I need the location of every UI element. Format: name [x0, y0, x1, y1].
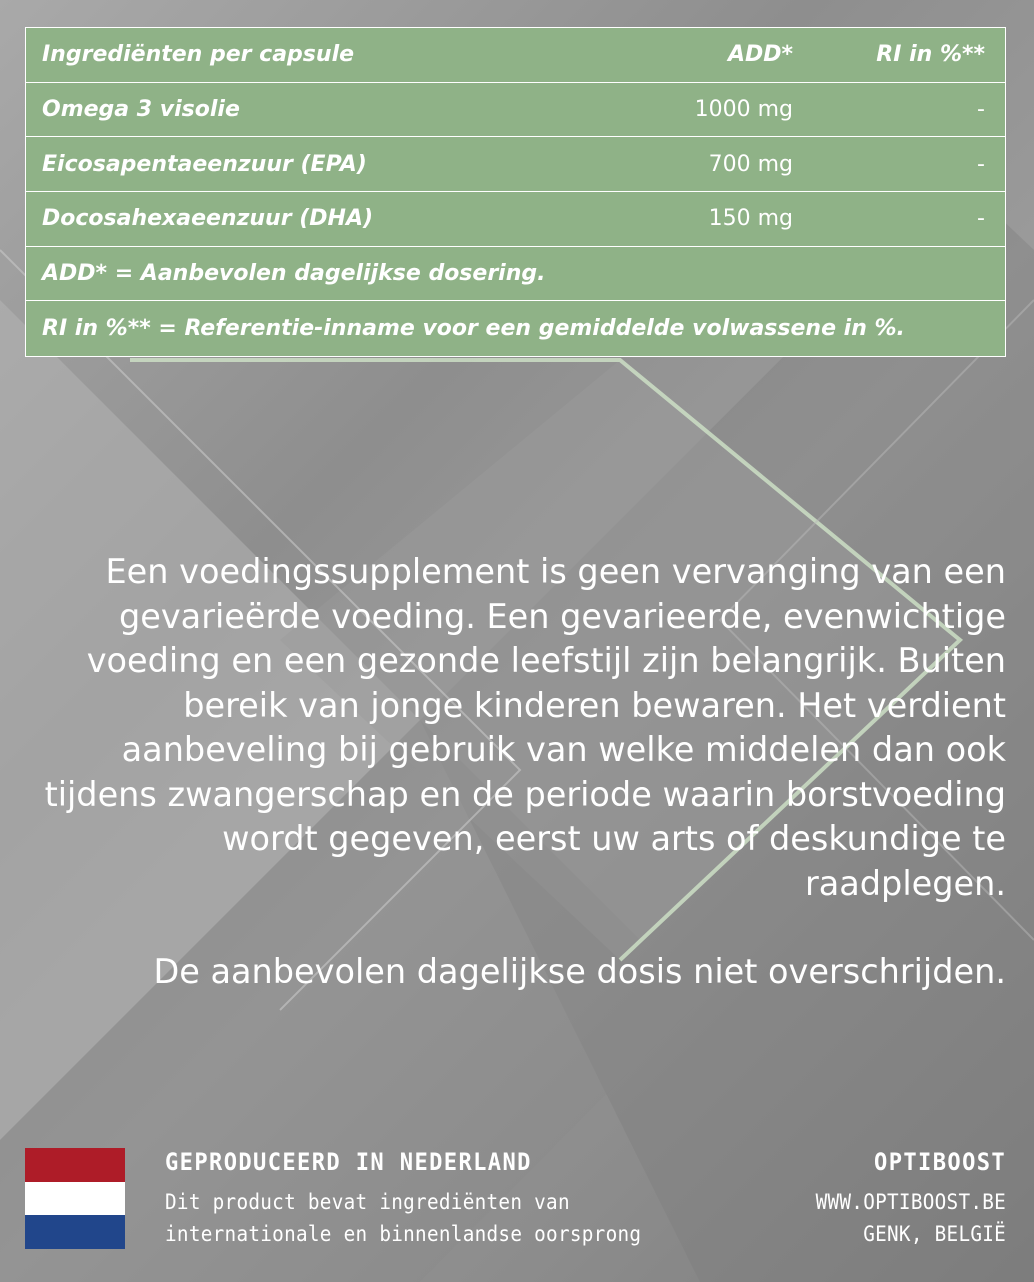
origin-line: internationale en binnenlandse oorsprong	[165, 1222, 642, 1246]
ingredient-ri: -	[977, 97, 985, 123]
table-note-add	[26, 247, 1005, 302]
origin-info	[165, 1146, 683, 1250]
origin-line: Dit product bevat ingrediënten van	[165, 1190, 570, 1214]
table-row	[26, 192, 1005, 247]
note-text: RI in %** = Referentie-inname voor een gemiddelde volwassene in %.	[42, 316, 905, 342]
table-note-ri	[26, 301, 1005, 356]
brand-location: GENK, BELGIË	[863, 1222, 1006, 1246]
ingredient-add: 1000 mg	[694, 97, 793, 123]
note-text: ADD* = Aanbevolen dagelijkse dosering.	[42, 261, 546, 287]
ingredient-name: Docosahexaeenzuur (DHA)	[42, 206, 374, 232]
ingredient-name: Omega 3 visolie	[42, 97, 240, 123]
disclaimer-text: Een voedingssupplement is geen vervanging van een gevarieërde voeding. Een gevarieerde, evenwichtige voeding en een gezonde leefstijl zijn belangrijk. Buiten bereik van jonge kinderen bewaren. Het verdient aanbeveling bij gebruik van welke middelen dan ook tijdens zwangerschap en de periode waarin borstvoeding wordt gegeven, eerst uw arts of deskundige te raadplegen.	[44, 552, 1006, 903]
brand-details	[815, 1186, 1006, 1250]
ingredient-name: Eicosapentaeenzuur (EPA)	[42, 151, 367, 177]
brand-website: WWW.OPTIBOOST.BE	[815, 1190, 1006, 1214]
netherlands-flag-icon	[25, 1148, 125, 1249]
flag-stripe-blue	[25, 1215, 125, 1249]
brand-name: OPTIBOOST	[873, 1148, 1006, 1176]
ingredient-add: 150 mg	[708, 206, 793, 232]
table-row	[26, 137, 1005, 192]
dosage-warning: De aanbevolen dagelijkse dosis niet overschrijden.	[153, 952, 1006, 991]
disclaimer	[30, 550, 1006, 995]
origin-title: GEPRODUCEERD IN NEDERLAND	[165, 1148, 532, 1176]
table-row	[26, 83, 1005, 138]
ingredient-add: 700 mg	[708, 151, 793, 177]
flag-stripe-red	[25, 1148, 125, 1182]
origin-description	[165, 1186, 641, 1250]
header-ri: RI in %**	[876, 42, 985, 68]
nutrition-table	[25, 27, 1006, 357]
ingredient-ri: -	[977, 151, 985, 177]
header-add: ADD*	[727, 42, 793, 68]
brand-info	[799, 1146, 1006, 1250]
table-header	[26, 28, 1005, 83]
flag-stripe-white	[25, 1182, 125, 1216]
header-ingredient: Ingrediënten per capsule	[42, 42, 355, 68]
ingredient-ri: -	[977, 206, 985, 232]
